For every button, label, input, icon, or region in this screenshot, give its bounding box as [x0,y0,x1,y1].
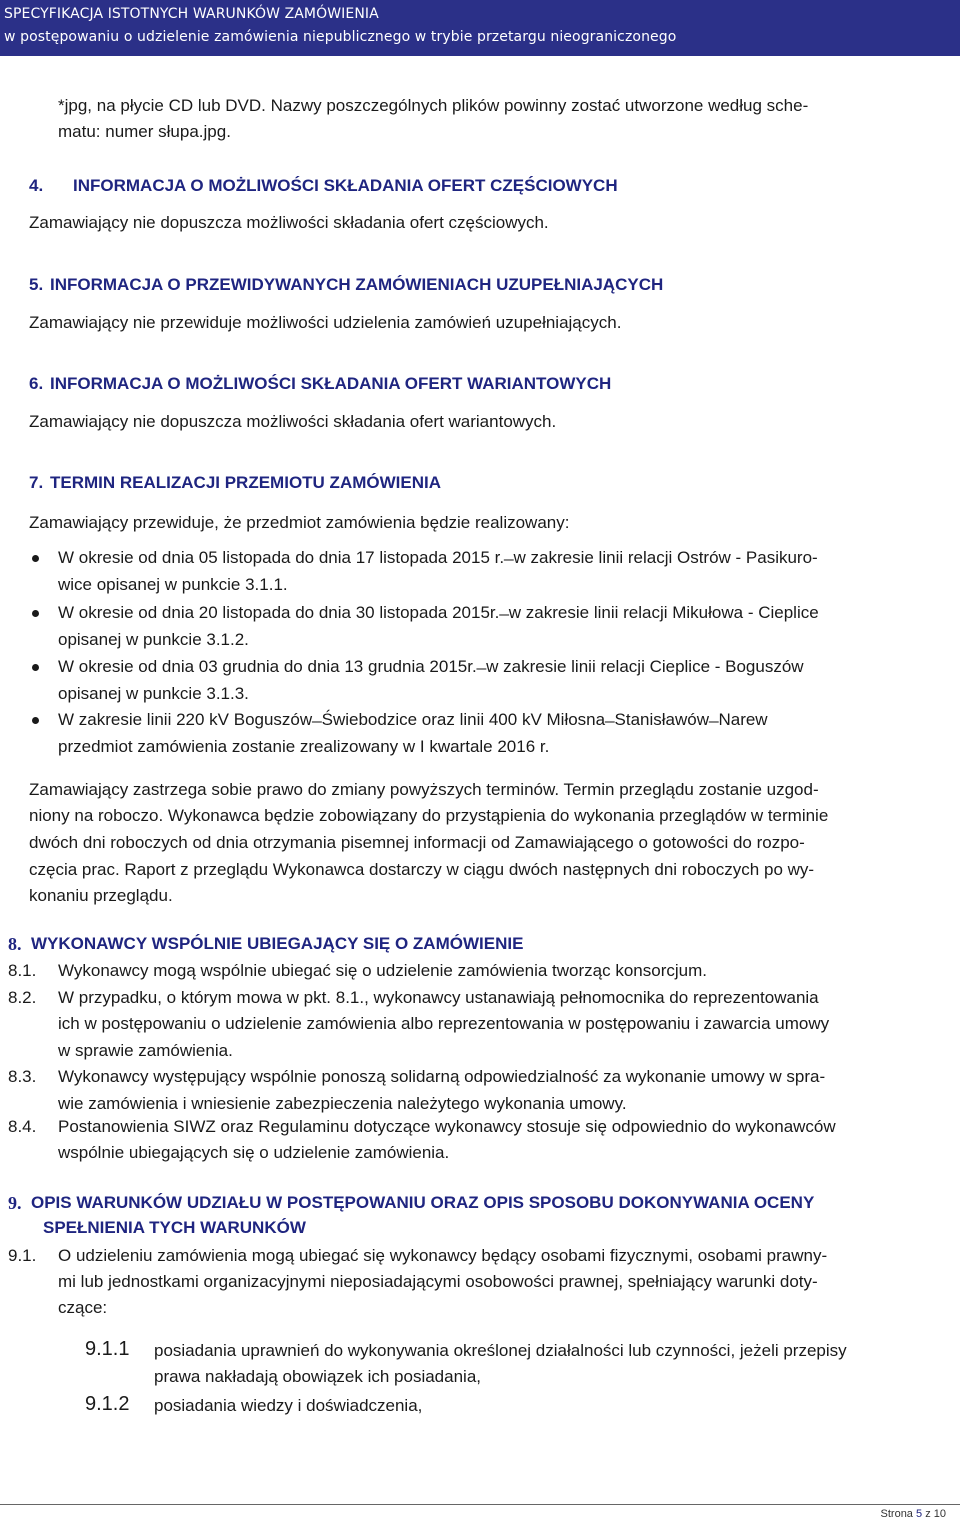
item-text: w sprawie zamówienia. [58,1041,233,1060]
item-text: czące: [58,1298,108,1317]
item-text: mi lub jednostkami organizacyjnymi nieposiadającymi osobowości prawnej, spełniający warunki doty- [58,1272,818,1291]
section-4-title: INFORMACJA O MOŻLIWOŚCI SKŁADANIA OFERT CZĘŚCIOWYCH [73,176,618,195]
section-7-paragraph: częcia prac. Raport z przeglądu Wykonawca dostarczy w ciągu dwóch następnych dni roboczych po wy- [29,860,815,879]
section-8-number: 8. [8,934,22,954]
list-item-cont: opisanej w punkcie 3.1.3. [58,684,249,703]
section-6-title: INFORMACJA O MOŻLIWOŚCI SKŁADANIA OFERT WARIANTOWYCH [50,374,612,393]
subitem-number: 9.1.2 [85,1393,130,1415]
header-subtitle: w postępowaniu o udzielenie zamówienia niepublicznego w trybie przetargu nieograniczonego [4,29,677,45]
item-number: 8.2. [8,988,37,1007]
page-label: Strona [880,1508,913,1520]
current-page: 5 [916,1508,923,1520]
item-number: 8.1. [8,961,37,980]
section-7-paragraph: dwóch dni roboczych od dnia otrzymania pisemnej informacji od Zamawiającego o gotowości do rozpo- [29,833,805,852]
list-item: W okresie od dnia 20 listopada do dnia 30 listopada 2015r. ̶ w zakresie linii relacji Mikułowa - Cieplice [58,603,819,622]
item-text: wspólnie ubiegających się o udzielenie zamówienia. [58,1143,450,1162]
page-number [881,1508,946,1520]
header-title: SPECYFIKACJA ISTOTNYCH WARUNKÓW ZAMÓWIENIA [4,6,379,22]
section-9-title-cont: SPEŁNIENIA TYCH WARUNKÓW [43,1218,306,1237]
section-5-text: Zamawiający nie przewiduje możliwości udzielenia zamówień uzupełniających. [29,313,622,332]
item-text: ich w postępowaniu o udzielenie zamówienia albo reprezentowania w postępowaniu i zawarcia umowy [58,1014,830,1033]
subitem-text: prawa nakładają obowiązek ich posiadania, [154,1367,481,1386]
subitem-text: posiadania uprawnień do wykonywania określonej działalności lub czynności, jeżeli przepisy [154,1341,847,1360]
bullet-icon [32,555,39,562]
page-separator: z [925,1508,931,1520]
section-4-number: 4. [29,176,44,195]
section-7-paragraph: Zamawiający zastrzega sobie prawo do zmiany powyższych terminów. Termin przeglądu zostanie uzgod- [29,780,819,799]
list-item: W okresie od dnia 03 grudnia do dnia 13 grudnia 2015r. ̶ w zakresie linii relacji Cieplice - Boguszów [58,657,804,676]
intro-line: *jpg, na płycie CD lub DVD. Nazwy poszczególnych plików powinny zostać utworzone według sche- [58,96,809,115]
subitem-number: 9.1.1 [85,1338,130,1360]
section-9-title: OPIS WARUNKÓW UDZIAŁU W POSTĘPOWANIU ORAZ OPIS SPOSOBU DOKONYWANIA OCENY [31,1193,815,1212]
section-5-number: 5. [29,275,44,294]
section-6-number: 6. [29,374,44,393]
list-item: W zakresie linii 220 kV Boguszów ̶ Świebodzice oraz linii 400 kV Miłosna ̶ Stanisławów ̶ Narew [58,710,768,729]
item-text: Wykonawcy mogą wspólnie ubiegać się o udzielenie zamówienia tworząc konsorcjum. [58,961,707,980]
section-7-paragraph: konaniu przeglądu. [29,886,173,905]
section-7-number: 7. [29,473,44,492]
footer-divider [0,1504,960,1505]
list-item-cont: przedmiot zamówienia zostanie zrealizowany w I kwartale 2016 r. [58,737,550,756]
list-item-cont: wice opisanej w punkcie 3.1.1. [58,575,288,594]
item-text: wie zamówienia i wniesienie zabezpieczenia należytego wykonania umowy. [58,1094,627,1113]
item-number: 8.4. [8,1117,37,1136]
list-item-cont: opisanej w punkcie 3.1.2. [58,630,249,649]
item-text: W przypadku, o którym mowa w pkt. 8.1., wykonawcy ustanawiają pełnomocnika do reprezentowania [58,988,819,1007]
bullet-icon [32,664,39,671]
item-text: O udzieleniu zamówienia mogą ubiegać się wykonawcy będący osobami fizycznymi, osobami prawny- [58,1246,828,1265]
list-item: W okresie od dnia 05 listopada do dnia 17 listopada 2015 r. ̶ w zakresie linii relacji Ostrów - Pasikuro- [58,548,818,567]
section-7-title: TERMIN REALIZACJI PRZEMIOTU ZAMÓWIENIA [50,473,441,492]
section-7-lead: Zamawiający przewiduje, że przedmiot zamówienia będzie realizowany: [29,513,570,532]
bullet-icon [32,610,39,617]
section-8-title: WYKONAWCY WSPÓLNIE UBIEGAJĄCY SIĘ O ZAMÓWIENIE [31,934,524,953]
section-5-title: INFORMACJA O PRZEWIDYWANYCH ZAMÓWIENIACH UZUPEŁNIAJĄCYCH [50,275,664,294]
section-4-text: Zamawiający nie dopuszcza możliwości składania ofert częściowych. [29,213,549,232]
item-number: 8.3. [8,1067,37,1086]
section-7-paragraph: niony na roboczo. Wykonawca będzie zobowiązany do przystąpienia do wykonania przeglądów w terminie [29,806,829,825]
item-number: 9.1. [8,1246,37,1265]
subitem-text: posiadania wiedzy i doświadczenia, [154,1396,423,1415]
section-6-text: Zamawiający nie dopuszcza możliwości składania ofert wariantowych. [29,412,557,431]
total-pages: 10 [933,1508,946,1520]
section-9-number: 9. [8,1193,22,1213]
intro-line: matu: numer słupa.jpg. [58,122,231,141]
item-text: Postanowienia SIWZ oraz Regulaminu dotyczące wykonawcy stosuje się odpowiednio do wykonawców [58,1117,836,1136]
bullet-icon [32,717,39,724]
item-text: Wykonawcy występujący wspólnie ponoszą solidarną odpowiedzialność za wykonanie umowy w spra- [58,1067,826,1086]
